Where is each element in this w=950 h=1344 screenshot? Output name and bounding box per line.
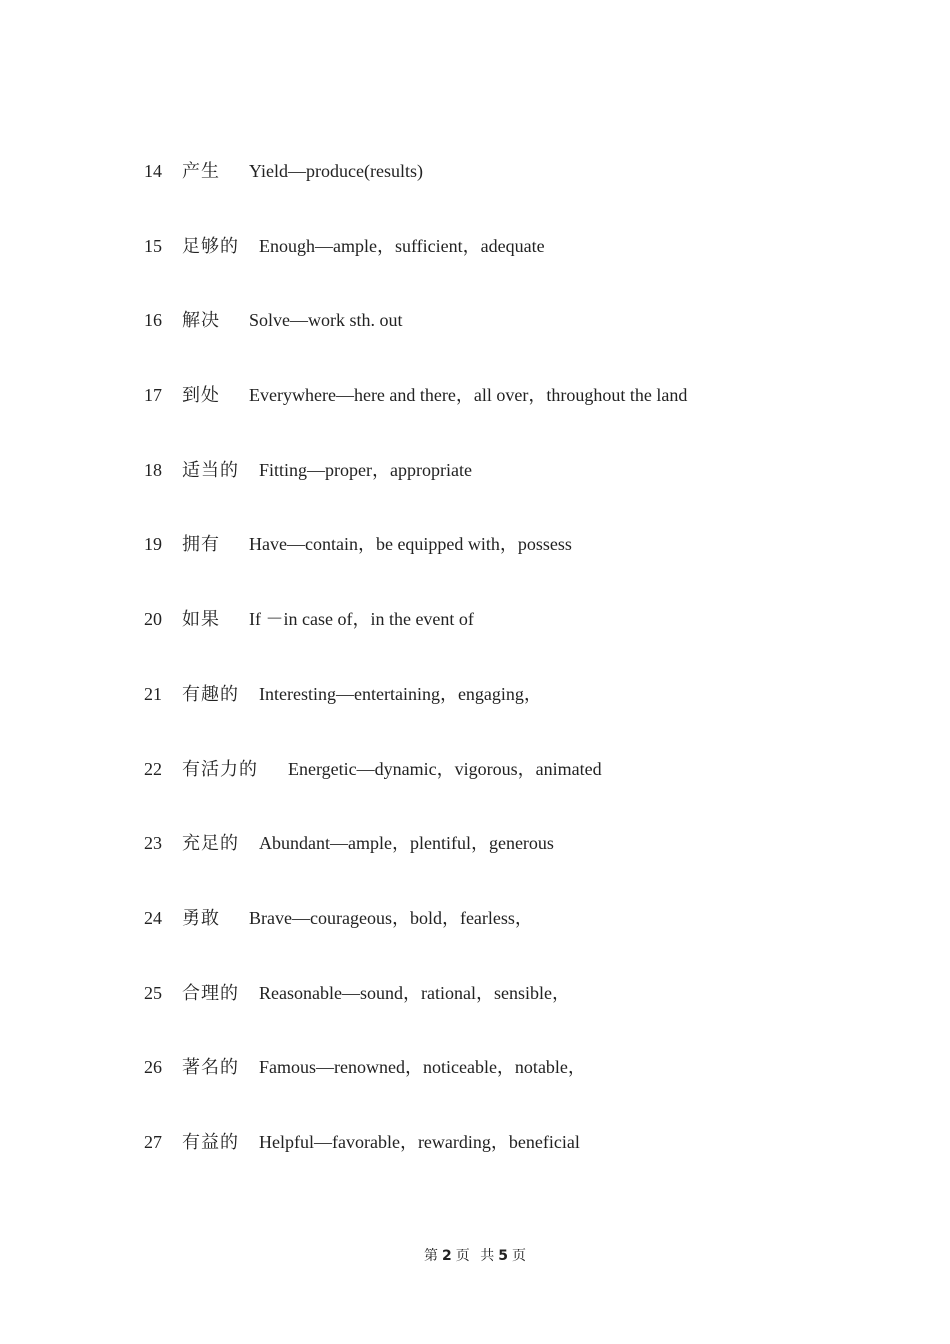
entry-number: 21 bbox=[144, 683, 162, 704]
entry-number: 16 bbox=[144, 310, 162, 331]
footer-suffix: 页 bbox=[511, 1248, 526, 1264]
entry-chinese: 如果 bbox=[182, 609, 220, 630]
entry-number: 17 bbox=[144, 385, 162, 406]
entry-chinese: 拥有 bbox=[182, 534, 220, 555]
entry-english: Yield—produce(results) bbox=[249, 161, 423, 181]
list-item bbox=[144, 678, 864, 753]
list-item bbox=[144, 1051, 864, 1126]
footer-total-pages: 5 bbox=[498, 1248, 508, 1264]
entry-number: 25 bbox=[144, 982, 162, 1003]
entry-english: Enough—ample，sufficient，adequate bbox=[259, 235, 545, 256]
entry-chinese: 著名的 bbox=[182, 1057, 239, 1078]
list-item bbox=[144, 1126, 864, 1201]
list-item bbox=[144, 454, 864, 529]
entry-chinese: 勇敢 bbox=[182, 907, 220, 928]
entry-number: 19 bbox=[144, 534, 162, 555]
entry-english: Solve—work sth. out bbox=[249, 310, 403, 331]
entry-chinese: 充足的 bbox=[182, 833, 239, 854]
entry-chinese: 有活力的 bbox=[182, 758, 258, 779]
entry-number: 27 bbox=[144, 1131, 162, 1152]
footer-middle: 页 共 bbox=[455, 1248, 495, 1264]
footer-prefix: 第 bbox=[424, 1248, 439, 1264]
page-footer bbox=[0, 1245, 950, 1265]
list-item bbox=[144, 155, 864, 230]
entry-number: 24 bbox=[144, 907, 162, 928]
entry-english: Fitting—proper，appropriate bbox=[259, 459, 472, 480]
entry-english: Reasonable—sound，rational，sensible， bbox=[259, 982, 570, 1003]
list-item bbox=[144, 977, 864, 1052]
entry-number: 18 bbox=[144, 459, 162, 480]
entry-english: Abundant—ample，plentiful，generous bbox=[259, 833, 554, 854]
list-item bbox=[144, 379, 864, 454]
entry-english: Brave—courageous，bold，fearless， bbox=[249, 907, 533, 928]
entry-english: Everywhere—here and there，all over，throughout the land bbox=[249, 385, 688, 406]
entry-number: 14 bbox=[144, 161, 162, 181]
list-item bbox=[144, 603, 864, 678]
entry-chinese: 足够的 bbox=[182, 235, 239, 256]
entry-english: Have—contain，be equipped with，possess bbox=[249, 534, 572, 555]
entry-english: If －in case of，in the event of bbox=[249, 609, 474, 630]
list-item bbox=[144, 753, 864, 828]
footer-page-number: 2 bbox=[442, 1248, 452, 1264]
entry-number: 15 bbox=[144, 235, 162, 256]
entry-chinese: 合理的 bbox=[182, 982, 239, 1003]
entry-number: 20 bbox=[144, 609, 162, 630]
entry-number: 22 bbox=[144, 758, 162, 779]
entry-english: Energetic—dynamic，vigorous，animated bbox=[288, 758, 602, 779]
entry-english: Famous—renowned，noticeable，notable， bbox=[259, 1057, 586, 1078]
list-item bbox=[144, 827, 864, 902]
entry-english: Interesting—entertaining，engaging， bbox=[259, 683, 542, 704]
vocabulary-list bbox=[144, 155, 864, 1201]
entry-number: 23 bbox=[144, 833, 162, 854]
entry-english: Helpful—favorable，rewarding，beneficial bbox=[259, 1131, 580, 1152]
list-item bbox=[144, 230, 864, 305]
entry-chinese: 产生 bbox=[182, 161, 220, 181]
entry-chinese: 适当的 bbox=[182, 459, 239, 480]
entry-chinese: 到处 bbox=[182, 385, 220, 406]
list-item bbox=[144, 902, 864, 977]
entry-chinese: 解决 bbox=[182, 310, 220, 331]
entry-chinese: 有趣的 bbox=[182, 683, 239, 704]
list-item bbox=[144, 304, 864, 379]
list-item bbox=[144, 528, 864, 603]
entry-number: 26 bbox=[144, 1057, 162, 1078]
entry-chinese: 有益的 bbox=[182, 1131, 239, 1152]
